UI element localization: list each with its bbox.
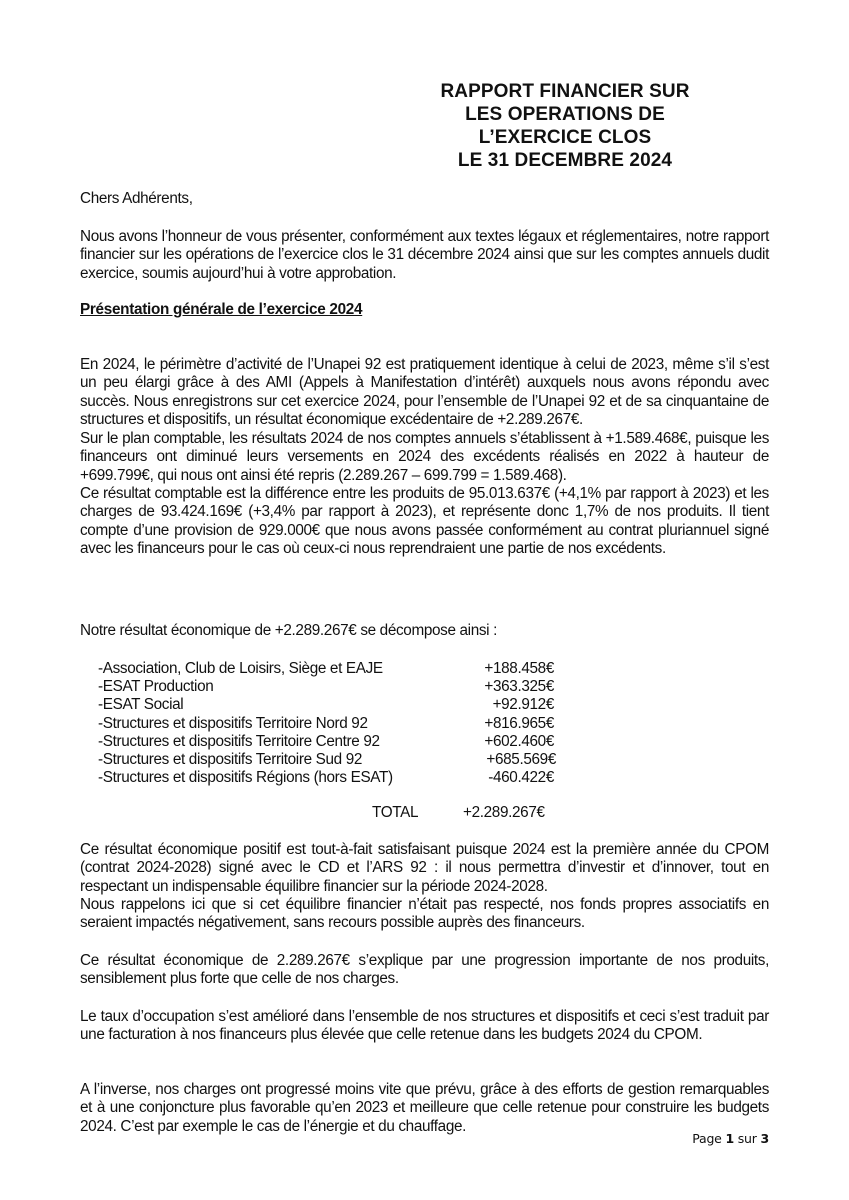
breakdown-value: +363.325€	[484, 678, 554, 696]
breakdown-value: +92.912€	[492, 696, 554, 714]
breakdown-label: -Structures et dispositifs Territoire Sud 92	[98, 750, 363, 768]
paragraph-accounting: Sur le plan comptable, les résultats 2024 de nos comptes annuels s’établissent à +1.589.468€, puisque les financeurs ont diminué leurs versements en 2024 des excédents réalisés en 2022 à hauteur de +699.799€, qui nous ont ainsi été repris (2.289.267 – 699.799 = 1.589.468).	[80, 430, 769, 484]
title-line: LE 31 DECEMBRE 2024	[457, 150, 673, 171]
document-title	[400, 80, 730, 172]
section-heading: Présentation générale de l’exercice 2024	[80, 301, 363, 318]
intro-paragraph: Nous avons l’honneur de vous présenter, conformément aux textes légaux et réglementaires, notre rapport financier sur les opérations de l’exercice clos le 31 décembre 2024 ainsi que sur les comptes annuels dudit exercice, soumis aujourd’hui à votre approbation.	[80, 228, 769, 282]
list-item	[98, 733, 568, 751]
paragraph-breakdown-intro: Notre résultat économique de +2.289.267€ se décompose ainsi :	[80, 622, 498, 639]
list-item	[98, 751, 568, 769]
breakdown-value: +816.965€	[484, 714, 554, 732]
title-line: L’EXERCICE CLOS	[478, 127, 652, 148]
paragraph-occupation: Le taux d’occupation s’est amélioré dans l’ensemble de nos structures et dispositifs et ceci s’est traduit par une facturation à nos financeurs plus élevée que celle retenue dans les budgets 2024 du CPOM.	[80, 1008, 769, 1044]
page-number	[692, 1131, 769, 1146]
page-total: 3	[760, 1131, 769, 1146]
title-line: LES OPERATIONS DE	[465, 104, 665, 125]
paragraph-explanation: Ce résultat économique de 2.289.267€ s’explique par une progression importante de nos produits, sensiblement plus forte que celle de nos charges.	[80, 952, 769, 988]
breakdown-value: -460.422€	[488, 769, 554, 787]
total-label: TOTAL	[372, 804, 419, 821]
paragraph-charges: A l’inverse, nos charges ont progressé moins vite que prévu, grâce à des efforts de gestion remarquables et à une conjoncture plus favorable qu’en 2023 et meilleure que celle retenue pour construire les budgets 2024. C’est par exemple le cas de l’énergie et du chauffage.	[80, 1081, 769, 1135]
breakdown-value: +602.460€	[484, 732, 554, 750]
page-current: 1	[725, 1131, 734, 1146]
paragraph-cpom: Ce résultat économique positif est tout-à-fait satisfaisant puisque 2024 est la première année du CPOM (contrat 2024-2028) signé avec le CD et l’ARS 92 : il nous permettra d’investir et d’innover, tout en respectant un indispensable équilibre financier sur la période 2024-2028.	[80, 841, 769, 895]
total-value: +2.289.267€	[463, 804, 545, 821]
breakdown-value: +685.569€	[486, 750, 556, 768]
paragraph-products-charges: Ce résultat comptable est la différence entre les produits de 95.013.637€ (+4,1% par rapport à 2023) et les charges de 93.424.169€ (+3,4% par rapport à 2023), et représente donc 1,7% de nos produits. Il tient compte d’une provision de 929.000€ que nous avons passée conformément au contrat pluriannuel signé avec les financeurs pour le cas où ceux-ci nous reprendraient une partie de nos excédents.	[80, 485, 769, 557]
breakdown-label: -Structures et dispositifs Régions (hors ESAT)	[98, 769, 393, 787]
list-item	[98, 696, 568, 714]
salutation: Chers Adhérents,	[80, 190, 193, 207]
list-item	[98, 715, 568, 733]
list-item	[98, 769, 568, 787]
page-sep: sur	[737, 1131, 757, 1146]
paragraph-equilibre: Nous rappelons ici que si cet équilibre financier n’était pas respecté, nos fonds propres associatifs en seraient impactés négativement, sans recours possible auprès des financeurs.	[80, 896, 769, 932]
breakdown-label: -Structures et dispositifs Territoire Centre 92	[98, 732, 380, 750]
breakdown-label: -ESAT Production	[98, 678, 214, 696]
breakdown-label: -Structures et dispositifs Territoire Nord 92	[98, 714, 368, 732]
breakdown-value: +188.458€	[484, 660, 554, 677]
breakdown-label: -Association, Club de Loisirs, Siège et EAJE	[98, 660, 383, 677]
title-line: RAPPORT FINANCIER SUR	[440, 81, 690, 102]
list-item	[98, 660, 568, 678]
page-word: Page	[692, 1131, 722, 1146]
result-breakdown-list	[98, 660, 568, 787]
list-item	[98, 678, 568, 696]
paragraph-perimeter: En 2024, le périmètre d’activité de l’Unapei 92 est pratiquement identique à celui de 2023, même s’il s’est un peu élargi grâce à des AMI (Appels à Manifestation d’intérêt) auxquels nous avons répondu avec succès. Nous enregistrons sur cet exercice 2024, pour l’ensemble de l’Unapei 92 et de sa cinquantaine de structures et dispositifs, un résultat économique excédentaire de +2.289.267€.	[80, 356, 769, 428]
breakdown-label: -ESAT Social	[98, 696, 184, 714]
